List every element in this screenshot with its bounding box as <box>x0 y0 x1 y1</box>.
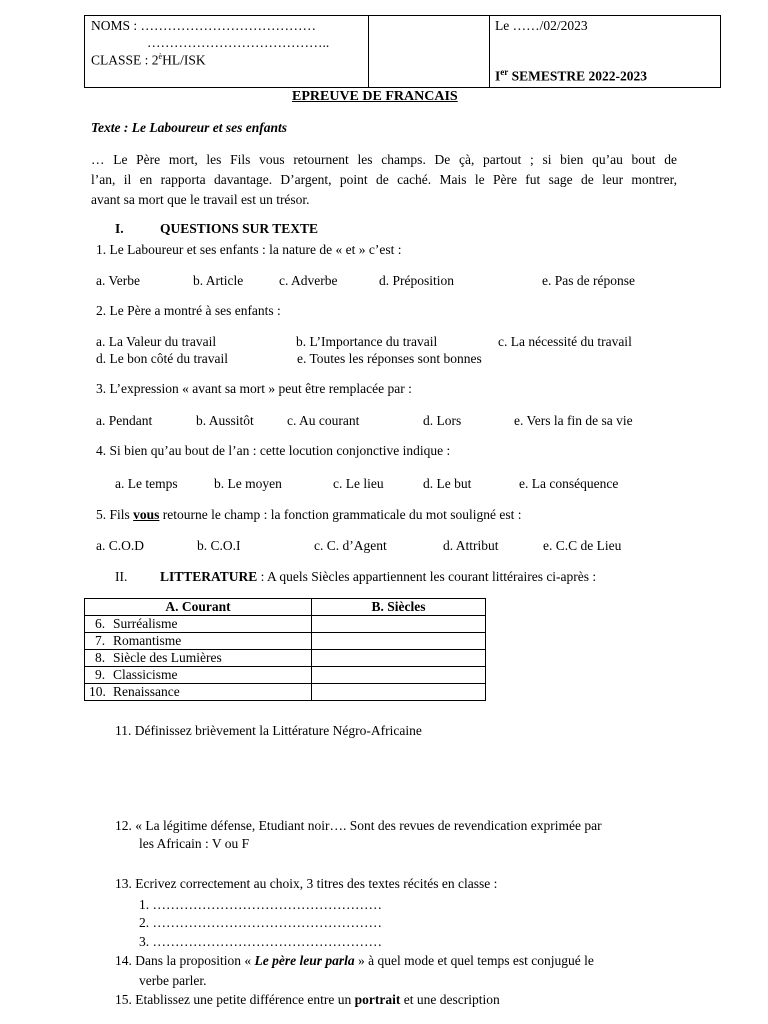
section1-num: I. <box>115 221 124 236</box>
courant-cell: 10. Renaissance <box>85 684 312 701</box>
semester-roman: I <box>495 68 501 84</box>
col-header-courant: A. Courant <box>85 599 312 616</box>
q3-text: 3. L’expression « avant sa mort » peut être remplacée par : <box>96 381 412 396</box>
courant-cell: 6. Surréalisme <box>85 616 312 633</box>
q5-option-d: d. Attribut <box>443 538 499 553</box>
literature-table <box>84 598 486 701</box>
noms-dots-line2: ………………………………….. <box>147 35 330 50</box>
q11-text: 11. Définissez brièvement la Littérature Négro-Africaine <box>115 723 422 738</box>
courant-name: Renaissance <box>113 684 180 699</box>
courant-cell: 8. Siècle des Lumières <box>85 650 312 667</box>
table-row <box>85 633 486 650</box>
table-header-row <box>85 599 486 616</box>
q5-text <box>96 507 522 523</box>
q4-option-b: b. Le moyen <box>214 476 282 491</box>
semester-label <box>495 67 647 85</box>
q3-option-c: c. Au courant <box>287 413 360 428</box>
q15-pre: 15. Etablissez une petite différence entre un <box>115 992 355 1007</box>
siecle-cell <box>312 616 486 633</box>
q5-underlined-word: vous <box>133 507 160 522</box>
page-title: EPREUVE DE FRANCAIS <box>292 89 458 104</box>
siecle-cell <box>312 650 486 667</box>
section2-num: II. <box>115 569 128 584</box>
q1-option-a: a. Verbe <box>96 273 140 288</box>
passage <box>91 150 677 210</box>
table-row <box>85 650 486 667</box>
q14-line2: verbe parler. <box>139 973 207 988</box>
q2-option-d: d. Le bon côté du travail <box>96 351 228 366</box>
section2-heading <box>160 569 596 585</box>
q4-option-e: e. La conséquence <box>519 476 619 491</box>
q14-pre: 14. Dans la proposition « <box>115 953 255 968</box>
q5-option-c: c. C. d’Agent <box>314 538 387 553</box>
table-row <box>85 684 486 701</box>
text-title: Texte : Le Laboureur et ses enfants <box>91 120 287 135</box>
section1-title: QUESTIONS SUR TEXTE <box>160 221 319 236</box>
semester-rest: SEMESTRE 2022-2023 <box>508 68 648 84</box>
siecle-cell <box>312 684 486 701</box>
q15-post: et une description <box>400 992 500 1007</box>
col-header-siecles: B. Siècles <box>312 599 486 616</box>
q3-option-e: e. Vers la fin de sa vie <box>514 413 633 428</box>
q5-option-e: e. C.C de Lieu <box>543 538 622 553</box>
courant-name: Romantisme <box>113 633 182 648</box>
q15-text <box>115 992 500 1008</box>
q4-option-a: a. Le temps <box>115 476 178 491</box>
q5-option-b: b. C.O.I <box>197 538 241 553</box>
passage-line-2: l’an, il en rapporta davantage. D’argent, point de caché. Mais le Père fut sage de leur montrer, <box>91 172 677 187</box>
q13-item-1: 1. …………………………………………… <box>139 897 382 912</box>
q2-option-b: b. L’Importance du travail <box>296 334 438 349</box>
q12-line2: les Africain : V ou F <box>139 836 250 851</box>
q3-option-b: b. Aussitôt <box>196 413 254 428</box>
courant-name: Surréalisme <box>113 616 178 631</box>
q14-italic: Le père leur parla <box>254 953 355 968</box>
q1-option-d: d. Préposition <box>379 273 455 288</box>
q15-bold: portrait <box>354 992 401 1007</box>
section2-rest: : A quels Siècles appartiennent les courant littéraires ci-après : <box>257 569 597 584</box>
header-box <box>84 15 721 88</box>
classe-pre: CLASSE : 2 <box>91 52 159 68</box>
passage-line-1: … Le Père mort, les Fils vous retournent les champs. De çà, partout ; si bien qu’au bout de <box>91 152 677 167</box>
q2-option-e: e. Toutes les réponses sont bonnes <box>297 351 482 366</box>
section2-title: LITTERATURE <box>160 569 258 584</box>
table-row <box>85 616 486 633</box>
q13-item-3: 3. …………………………………………… <box>139 934 382 949</box>
semester-sup: er <box>500 67 509 77</box>
courant-name: Siècle des Lumières <box>113 650 222 665</box>
q3-option-a: a. Pendant <box>96 413 153 428</box>
table-row <box>85 667 486 684</box>
q2-option-a: a. La Valeur du travail <box>96 334 217 349</box>
classe-sup: è <box>158 52 163 61</box>
q4-option-c: c. Le lieu <box>333 476 384 491</box>
q1-option-b: b. Article <box>193 273 244 288</box>
courant-cell: 7. Romantisme <box>85 633 312 650</box>
q5-text-post: retourne le champ : la fonction grammaticale du mot souligné est : <box>159 507 522 522</box>
q5-text-pre: 5. Fils <box>96 507 134 522</box>
q14-post: » à quel mode et quel temps est conjugué le <box>354 953 594 968</box>
passage-line-3: avant sa mort que le travail est un trésor. <box>91 192 310 207</box>
header-divider-right <box>489 16 490 87</box>
q3-option-d: d. Lors <box>423 413 462 428</box>
siecle-cell <box>312 633 486 650</box>
q4-text: 4. Si bien qu’au bout de l’an : cette locution conjonctive indique : <box>96 443 451 458</box>
q5-option-a: a. C.O.D <box>96 538 144 553</box>
date-field: Le ……/02/2023 <box>495 18 588 33</box>
q14-line1 <box>115 953 594 969</box>
q2-option-c: c. La nécessité du travail <box>498 334 632 349</box>
classe-post: HL/ISK <box>162 52 206 68</box>
noms-field: NOMS : ………………………………… <box>91 18 317 33</box>
q1-text: 1. Le Laboureur et ses enfants : la nature de « et » c’est : <box>96 242 402 257</box>
classe-field <box>91 52 206 69</box>
siecle-cell <box>312 667 486 684</box>
q13-item-2: 2. …………………………………………… <box>139 915 382 930</box>
courant-name: Classicisme <box>113 667 178 682</box>
q13-text: 13. Ecrivez correctement au choix, 3 titres des textes récités en classe : <box>115 876 498 891</box>
q2-text: 2. Le Père a montré à ses enfants : <box>96 303 281 318</box>
q1-option-c: c. Adverbe <box>279 273 338 288</box>
courant-cell: 9. Classicisme <box>85 667 312 684</box>
q12-line1: 12. « La légitime défense, Etudiant noir…. Sont des revues de revendication exprimée par <box>115 818 602 833</box>
q4-option-d: d. Le but <box>423 476 472 491</box>
header-divider-left <box>368 16 369 87</box>
q1-option-e: e. Pas de réponse <box>542 273 635 288</box>
